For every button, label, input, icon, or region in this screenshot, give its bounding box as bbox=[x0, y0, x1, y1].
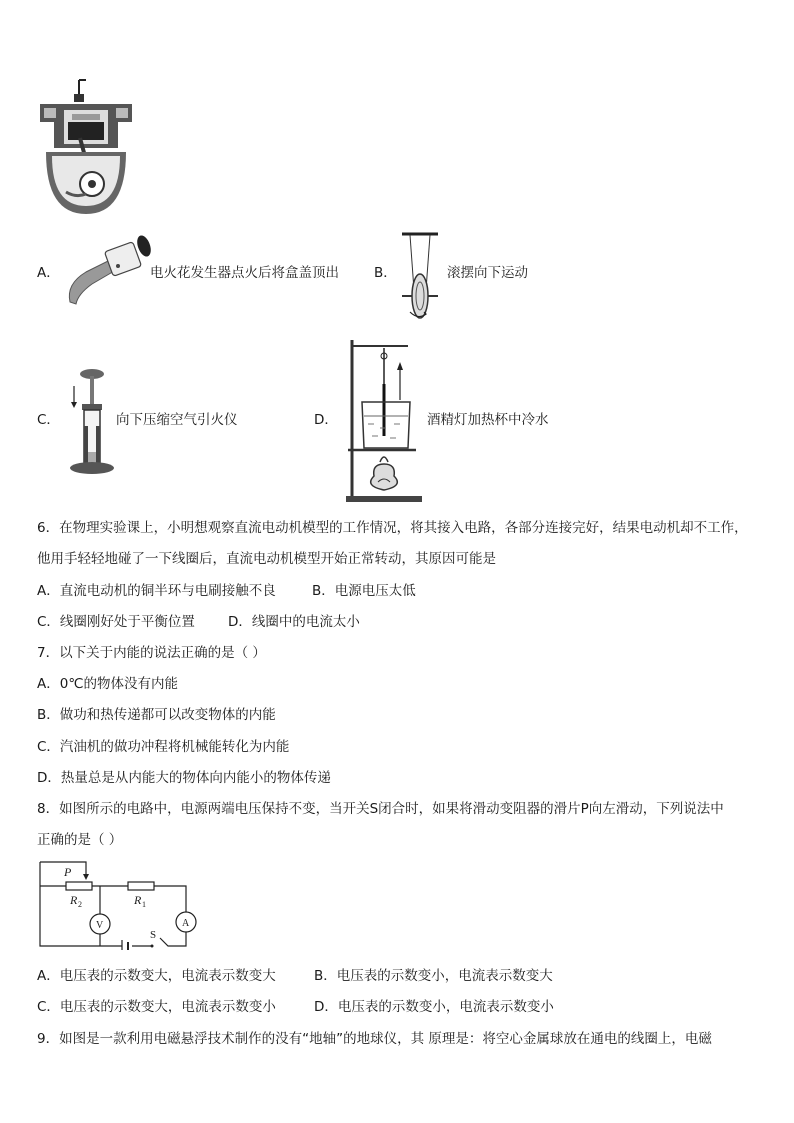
maxwell-wheel-figure bbox=[396, 230, 444, 320]
option-b-letter: B． bbox=[374, 265, 397, 281]
q7-option-c: C．汽油机的做功冲程将机械能转化为内能 bbox=[37, 739, 290, 755]
option-b-text: 滚摆向下运动 bbox=[447, 265, 528, 281]
q6-option-d: D．线圈中的电流太小 bbox=[228, 614, 360, 630]
q7-stem: 7．以下关于内能的说法正确的是（ ） bbox=[37, 645, 266, 661]
q6-option-c: C．线圈刚好处于平衡位置 bbox=[37, 614, 195, 630]
circuit-diagram bbox=[36, 858, 202, 950]
q7-option-d: D．热量总是从内能大的物体向内能小的物体传递 bbox=[37, 770, 331, 786]
ammeter-label: A bbox=[182, 918, 190, 929]
q9-stem-line1: 9．如图是一款利用电磁悬浮技术制作的没有“地轴”的地球仪，其 原理是：将空心金属球放在通电的线圈上，电磁 bbox=[37, 1031, 712, 1047]
circuit-label-r2-sub: 2 bbox=[78, 900, 82, 909]
q6-stem-line2: 他用手轻轻地碰了一下线圈后，直流电动机模型开始正常转动，其原因可能是 bbox=[37, 551, 496, 567]
option-a-text: 电火花发生器点火后将盒盖顶出 bbox=[150, 265, 339, 281]
q8-stem-line2: 正确的是（ ） bbox=[37, 832, 123, 848]
q8-option-a: A．电压表的示数变大，电流表示数变大 bbox=[37, 968, 276, 984]
q6-stem-line1: 6．在物理实验课上，小明想观察直流电动机模型的工作情况，将其接入电路，各部分连接完好，结果电动机却不工作， bbox=[37, 520, 748, 536]
circuit-label-p: P bbox=[64, 865, 72, 879]
voltmeter-label: V bbox=[96, 920, 104, 931]
option-d-text: 酒精灯加热杯中冷水 bbox=[427, 412, 549, 428]
q7-option-a: A．0℃的物体没有内能 bbox=[37, 676, 178, 692]
circuit-label-r2: R bbox=[70, 893, 78, 907]
fire-syringe-figure bbox=[64, 366, 114, 476]
circuit-label-r1: R bbox=[134, 893, 142, 907]
q8-option-c: C．电压表的示数变大，电流表示数变小 bbox=[37, 999, 276, 1015]
engine-figure bbox=[36, 78, 136, 216]
option-c-text: 向下压缩空气引火仪 bbox=[116, 412, 238, 428]
q8-option-b: B．电压表的示数变小，电流表示数变大 bbox=[314, 968, 553, 984]
option-d-letter: D． bbox=[314, 412, 338, 428]
q6-option-a: A．直流电动机的铜半环与电刷接触不良 bbox=[37, 583, 276, 599]
q8-option-d: D．电压表的示数变小，电流表示数变小 bbox=[314, 999, 554, 1015]
option-a-letter: A． bbox=[37, 265, 60, 281]
q6-option-b: B．电源电压太低 bbox=[312, 583, 416, 599]
option-c-letter: C． bbox=[37, 412, 60, 428]
spark-generator-figure bbox=[64, 232, 154, 308]
switch-label: S bbox=[150, 929, 157, 941]
q8-stem-line1: 8．如图所示的电路中，电源两端电压保持不变，当开关S闭合时，如果将滑动变阻器的滑片P向左滑动，下列说法中 bbox=[37, 801, 724, 817]
beaker-heating-figure bbox=[344, 336, 424, 506]
circuit-label-r1-sub: 1 bbox=[142, 900, 146, 909]
q7-option-b: B．做功和热传递都可以改变物体的内能 bbox=[37, 707, 276, 723]
